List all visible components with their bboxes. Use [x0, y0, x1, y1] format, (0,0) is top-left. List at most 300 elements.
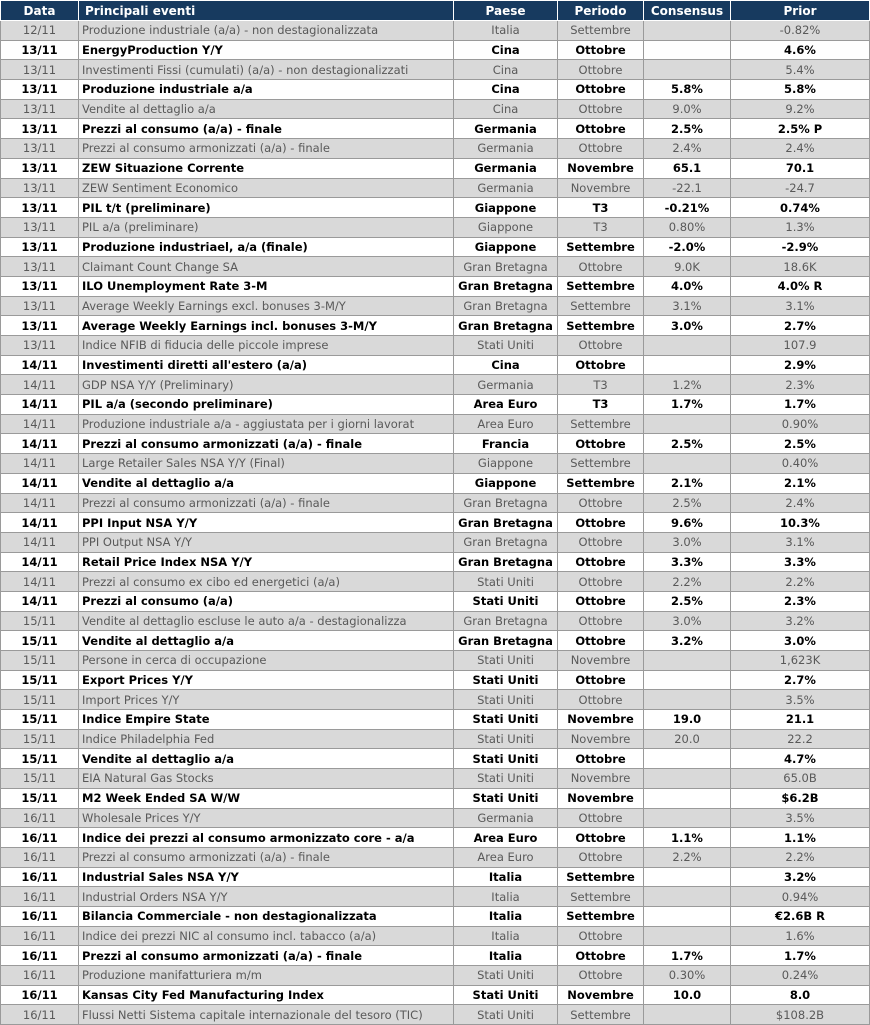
table-row: [1, 80, 870, 100]
cell-prior: -24.7: [731, 178, 870, 198]
table-row: [1, 828, 870, 848]
cell-consensus: [644, 651, 731, 671]
cell-consensus: 20.0: [644, 729, 731, 749]
cell-event: Industrial Orders NSA Y/Y: [79, 887, 454, 907]
cell-date: 14/11: [1, 414, 79, 434]
table-row: [1, 60, 870, 80]
cell-prior: 2.5% P: [731, 119, 870, 139]
table-row: [1, 99, 870, 119]
cell-prior: 3.3%: [731, 552, 870, 572]
cell-consensus: [644, 60, 731, 80]
cell-event: Vendite al dettaglio a/a: [79, 473, 454, 493]
cell-date: 12/11: [1, 21, 79, 41]
cell-event: Prezzi al consumo armonizzati (a/a) - finale: [79, 946, 454, 966]
cell-consensus: [644, 926, 731, 946]
table-row: [1, 887, 870, 907]
cell-date: 15/11: [1, 729, 79, 749]
cell-date: 16/11: [1, 1005, 79, 1025]
cell-date: 15/11: [1, 611, 79, 631]
cell-period: Novembre: [558, 178, 644, 198]
cell-date: 16/11: [1, 867, 79, 887]
cell-event: ZEW Situazione Corrente: [79, 158, 454, 178]
cell-period: Novembre: [558, 769, 644, 789]
cell-prior: 3.2%: [731, 611, 870, 631]
cell-country: Italia: [454, 887, 558, 907]
table-row: [1, 591, 870, 611]
cell-country: Gran Bretagna: [454, 532, 558, 552]
cell-date: 13/11: [1, 217, 79, 237]
cell-prior: $108.2B: [731, 1005, 870, 1025]
cell-date: 15/11: [1, 749, 79, 769]
cell-date: 15/11: [1, 788, 79, 808]
table-row: [1, 985, 870, 1005]
header-data: Data: [1, 1, 79, 21]
cell-event: Indice dei prezzi NIC al consumo incl. tabacco (a/a): [79, 926, 454, 946]
cell-country: Gran Bretagna: [454, 276, 558, 296]
table-row: [1, 119, 870, 139]
cell-country: Germania: [454, 808, 558, 828]
cell-consensus: [644, 1005, 731, 1025]
cell-consensus: [644, 414, 731, 434]
cell-event: Prezzi al consumo (a/a): [79, 591, 454, 611]
cell-period: Ottobre: [558, 139, 644, 159]
cell-consensus: [644, 40, 731, 60]
table-row: [1, 198, 870, 218]
cell-consensus: 1.7%: [644, 395, 731, 415]
cell-event: Vendite al dettaglio a/a: [79, 749, 454, 769]
cell-consensus: 2.5%: [644, 591, 731, 611]
cell-period: Ottobre: [558, 808, 644, 828]
cell-consensus: 1.7%: [644, 946, 731, 966]
cell-period: Ottobre: [558, 80, 644, 100]
cell-date: 16/11: [1, 808, 79, 828]
cell-period: Settembre: [558, 887, 644, 907]
cell-period: Settembre: [558, 473, 644, 493]
cell-country: Gran Bretagna: [454, 316, 558, 336]
cell-country: Stati Uniti: [454, 591, 558, 611]
cell-period: Ottobre: [558, 670, 644, 690]
cell-consensus: [644, 670, 731, 690]
table-row: [1, 178, 870, 198]
cell-country: Gran Bretagna: [454, 513, 558, 533]
cell-prior: 1.3%: [731, 217, 870, 237]
cell-consensus: 3.3%: [644, 552, 731, 572]
cell-period: Ottobre: [558, 99, 644, 119]
table-row: [1, 454, 870, 474]
cell-event: Prezzi al consumo armonizzati (a/a) - finale: [79, 493, 454, 513]
cell-prior: 0.74%: [731, 198, 870, 218]
cell-prior: 10.3%: [731, 513, 870, 533]
cell-consensus: [644, 21, 731, 41]
cell-prior: -2.9%: [731, 237, 870, 257]
cell-event: PPI Input NSA Y/Y: [79, 513, 454, 533]
cell-prior: 8.0: [731, 985, 870, 1005]
table-row: [1, 611, 870, 631]
cell-period: Ottobre: [558, 966, 644, 986]
cell-period: Ottobre: [558, 828, 644, 848]
cell-event: Prezzi al consumo armonizzati (a/a) - finale: [79, 847, 454, 867]
cell-period: Settembre: [558, 237, 644, 257]
cell-consensus: 3.0%: [644, 532, 731, 552]
cell-country: Stati Uniti: [454, 670, 558, 690]
cell-date: 13/11: [1, 139, 79, 159]
cell-event: Persone in cerca di occupazione: [79, 651, 454, 671]
cell-date: 13/11: [1, 296, 79, 316]
cell-event: Produzione industriale a/a - aggiustata per i giorni lavorat: [79, 414, 454, 434]
cell-consensus: 2.5%: [644, 434, 731, 454]
cell-event: Indice NFIB di fiducia delle piccole imprese: [79, 336, 454, 356]
cell-consensus: [644, 336, 731, 356]
cell-period: Settembre: [558, 414, 644, 434]
cell-date: 13/11: [1, 178, 79, 198]
cell-period: Ottobre: [558, 257, 644, 277]
cell-prior: 2.1%: [731, 473, 870, 493]
table-row: [1, 572, 870, 592]
cell-period: Settembre: [558, 21, 644, 41]
cell-date: 16/11: [1, 926, 79, 946]
cell-event: PIL a/a (secondo preliminare): [79, 395, 454, 415]
cell-date: 16/11: [1, 985, 79, 1005]
table-row: [1, 217, 870, 237]
cell-period: Novembre: [558, 710, 644, 730]
cell-date: 14/11: [1, 395, 79, 415]
cell-event: Export Prices Y/Y: [79, 670, 454, 690]
table-row: [1, 237, 870, 257]
cell-prior: 4.6%: [731, 40, 870, 60]
table-row: [1, 355, 870, 375]
cell-event: M2 Week Ended SA W/W: [79, 788, 454, 808]
table-row: [1, 493, 870, 513]
cell-country: Germania: [454, 178, 558, 198]
table-row: [1, 257, 870, 277]
cell-prior: 0.24%: [731, 966, 870, 986]
cell-country: Giappone: [454, 198, 558, 218]
table-row: [1, 808, 870, 828]
cell-country: Italia: [454, 867, 558, 887]
cell-prior: 5.4%: [731, 60, 870, 80]
cell-country: Gran Bretagna: [454, 611, 558, 631]
cell-period: Novembre: [558, 651, 644, 671]
table-row: [1, 631, 870, 651]
cell-country: Gran Bretagna: [454, 552, 558, 572]
cell-date: 13/11: [1, 198, 79, 218]
cell-consensus: [644, 749, 731, 769]
table-row: [1, 395, 870, 415]
cell-consensus: [644, 769, 731, 789]
table-row: [1, 906, 870, 926]
cell-date: 15/11: [1, 690, 79, 710]
cell-country: Stati Uniti: [454, 729, 558, 749]
cell-country: Stati Uniti: [454, 749, 558, 769]
cell-event: Produzione industriale a/a: [79, 80, 454, 100]
cell-prior: 0.40%: [731, 454, 870, 474]
cell-prior: 1.7%: [731, 395, 870, 415]
cell-period: Ottobre: [558, 355, 644, 375]
header-paese: Paese: [454, 1, 558, 21]
cell-event: Investimenti diretti all'estero (a/a): [79, 355, 454, 375]
cell-event: Vendite al dettaglio escluse le auto a/a - destagionalizza: [79, 611, 454, 631]
cell-period: Ottobre: [558, 946, 644, 966]
cell-consensus: 9.6%: [644, 513, 731, 533]
cell-period: Ottobre: [558, 493, 644, 513]
cell-prior: 3.2%: [731, 867, 870, 887]
cell-country: Cina: [454, 80, 558, 100]
cell-consensus: -0.21%: [644, 198, 731, 218]
cell-period: Ottobre: [558, 611, 644, 631]
cell-prior: 1.1%: [731, 828, 870, 848]
table-row: [1, 1005, 870, 1025]
cell-date: 15/11: [1, 631, 79, 651]
cell-prior: 3.1%: [731, 296, 870, 316]
cell-event: Industrial Sales NSA Y/Y: [79, 867, 454, 887]
cell-period: Settembre: [558, 296, 644, 316]
cell-date: 14/11: [1, 454, 79, 474]
cell-period: Ottobre: [558, 847, 644, 867]
cell-consensus: [644, 887, 731, 907]
cell-prior: 2.9%: [731, 355, 870, 375]
table-row: [1, 847, 870, 867]
cell-consensus: 19.0: [644, 710, 731, 730]
cell-consensus: 9.0%: [644, 99, 731, 119]
cell-date: 15/11: [1, 710, 79, 730]
cell-event: PPI Output NSA Y/Y: [79, 532, 454, 552]
cell-prior: 107.9: [731, 336, 870, 356]
cell-country: Italia: [454, 21, 558, 41]
cell-country: Stati Uniti: [454, 788, 558, 808]
cell-period: Ottobre: [558, 690, 644, 710]
cell-event: GDP NSA Y/Y (Preliminary): [79, 375, 454, 395]
cell-consensus: 0.30%: [644, 966, 731, 986]
cell-date: 13/11: [1, 276, 79, 296]
cell-period: Novembre: [558, 158, 644, 178]
cell-event: Large Retailer Sales NSA Y/Y (Final): [79, 454, 454, 474]
table-row: [1, 788, 870, 808]
cell-period: Ottobre: [558, 749, 644, 769]
cell-event: Indice Empire State: [79, 710, 454, 730]
cell-country: Stati Uniti: [454, 651, 558, 671]
cell-prior: 1.6%: [731, 926, 870, 946]
table-row: [1, 946, 870, 966]
cell-country: Giappone: [454, 473, 558, 493]
cell-period: Settembre: [558, 1005, 644, 1025]
cell-prior: 2.2%: [731, 572, 870, 592]
cell-consensus: 2.5%: [644, 493, 731, 513]
cell-country: Stati Uniti: [454, 710, 558, 730]
cell-consensus: [644, 788, 731, 808]
cell-prior: 18.6K: [731, 257, 870, 277]
cell-consensus: 9.0K: [644, 257, 731, 277]
cell-event: Retail Price Index NSA Y/Y: [79, 552, 454, 572]
cell-date: 13/11: [1, 316, 79, 336]
cell-prior: 21.1: [731, 710, 870, 730]
cell-prior: 2.4%: [731, 493, 870, 513]
table-row: [1, 375, 870, 395]
cell-period: Settembre: [558, 867, 644, 887]
cell-prior: 9.2%: [731, 99, 870, 119]
cell-country: Area Euro: [454, 395, 558, 415]
cell-prior: 3.0%: [731, 631, 870, 651]
cell-consensus: 3.0%: [644, 316, 731, 336]
cell-event: Prezzi al consumo armonizzati (a/a) - finale: [79, 434, 454, 454]
cell-event: Import Prices Y/Y: [79, 690, 454, 710]
table-row: [1, 867, 870, 887]
cell-prior: 70.1: [731, 158, 870, 178]
cell-date: 14/11: [1, 591, 79, 611]
cell-period: Settembre: [558, 276, 644, 296]
cell-country: Cina: [454, 60, 558, 80]
cell-date: 14/11: [1, 355, 79, 375]
cell-event: ILO Unemployment Rate 3-M: [79, 276, 454, 296]
cell-country: Germania: [454, 119, 558, 139]
cell-country: Germania: [454, 139, 558, 159]
table-row: [1, 651, 870, 671]
cell-event: Indice dei prezzi al consumo armonizzato core - a/a: [79, 828, 454, 848]
cell-date: 15/11: [1, 670, 79, 690]
cell-period: T3: [558, 198, 644, 218]
cell-prior: 1,623K: [731, 651, 870, 671]
header-eventi: Principali eventi: [79, 1, 454, 21]
cell-date: 14/11: [1, 434, 79, 454]
header-consensus: Consensus: [644, 1, 731, 21]
cell-prior: 5.8%: [731, 80, 870, 100]
cell-country: Area Euro: [454, 828, 558, 848]
cell-date: 14/11: [1, 552, 79, 572]
cell-consensus: -22.1: [644, 178, 731, 198]
cell-consensus: 0.80%: [644, 217, 731, 237]
cell-prior: 3.1%: [731, 532, 870, 552]
table-row: [1, 473, 870, 493]
cell-period: Settembre: [558, 906, 644, 926]
table-row: [1, 513, 870, 533]
cell-event: PIL a/a (preliminare): [79, 217, 454, 237]
cell-event: Claimant Count Change SA: [79, 257, 454, 277]
cell-country: Gran Bretagna: [454, 257, 558, 277]
cell-prior: 22.2: [731, 729, 870, 749]
cell-event: Wholesale Prices Y/Y: [79, 808, 454, 828]
cell-event: Prezzi al consumo (a/a) - finale: [79, 119, 454, 139]
cell-country: Giappone: [454, 454, 558, 474]
cell-prior: 3.5%: [731, 808, 870, 828]
cell-period: T3: [558, 395, 644, 415]
cell-date: 16/11: [1, 946, 79, 966]
cell-consensus: 4.0%: [644, 276, 731, 296]
cell-prior: €2.6B R: [731, 906, 870, 926]
cell-date: 14/11: [1, 375, 79, 395]
cell-country: Gran Bretagna: [454, 631, 558, 651]
cell-country: Italia: [454, 906, 558, 926]
cell-date: 13/11: [1, 158, 79, 178]
cell-prior: $6.2B: [731, 788, 870, 808]
cell-date: 14/11: [1, 493, 79, 513]
cell-country: Giappone: [454, 217, 558, 237]
cell-period: T3: [558, 375, 644, 395]
table-row: [1, 710, 870, 730]
cell-period: Ottobre: [558, 119, 644, 139]
cell-prior: 4.0% R: [731, 276, 870, 296]
cell-country: Cina: [454, 40, 558, 60]
cell-consensus: [644, 454, 731, 474]
cell-period: Settembre: [558, 316, 644, 336]
cell-date: 13/11: [1, 80, 79, 100]
cell-event: Flussi Netti Sistema capitale internazionale del tesoro (TIC): [79, 1005, 454, 1025]
cell-period: Ottobre: [558, 552, 644, 572]
cell-event: PIL t/t (preliminare): [79, 198, 454, 218]
table-row: [1, 336, 870, 356]
cell-period: Novembre: [558, 985, 644, 1005]
cell-country: Germania: [454, 158, 558, 178]
table-header-row: [1, 1, 870, 21]
cell-date: 16/11: [1, 906, 79, 926]
cell-period: Ottobre: [558, 572, 644, 592]
cell-date: 14/11: [1, 473, 79, 493]
cell-country: Gran Bretagna: [454, 296, 558, 316]
cell-date: 14/11: [1, 532, 79, 552]
cell-consensus: 5.8%: [644, 80, 731, 100]
cell-period: Ottobre: [558, 40, 644, 60]
table-row: [1, 414, 870, 434]
cell-prior: 0.90%: [731, 414, 870, 434]
cell-prior: 1.7%: [731, 946, 870, 966]
cell-event: EIA Natural Gas Stocks: [79, 769, 454, 789]
cell-date: 16/11: [1, 966, 79, 986]
cell-country: Area Euro: [454, 847, 558, 867]
cell-country: Area Euro: [454, 414, 558, 434]
cell-consensus: [644, 808, 731, 828]
table-row: [1, 926, 870, 946]
cell-period: Ottobre: [558, 434, 644, 454]
cell-period: Ottobre: [558, 926, 644, 946]
cell-consensus: -2.0%: [644, 237, 731, 257]
cell-period: Novembre: [558, 729, 644, 749]
cell-prior: 2.4%: [731, 139, 870, 159]
cell-date: 13/11: [1, 119, 79, 139]
cell-consensus: 3.1%: [644, 296, 731, 316]
cell-country: Italia: [454, 926, 558, 946]
cell-event: Average Weekly Earnings excl. bonuses 3-M/Y: [79, 296, 454, 316]
cell-consensus: [644, 867, 731, 887]
cell-date: 15/11: [1, 769, 79, 789]
cell-date: 15/11: [1, 651, 79, 671]
cell-consensus: 2.1%: [644, 473, 731, 493]
cell-date: 13/11: [1, 336, 79, 356]
cell-event: Vendite al dettaglio a/a: [79, 631, 454, 651]
cell-prior: 65.0B: [731, 769, 870, 789]
cell-country: Cina: [454, 355, 558, 375]
cell-date: 13/11: [1, 257, 79, 277]
cell-prior: 2.2%: [731, 847, 870, 867]
cell-country: Stati Uniti: [454, 769, 558, 789]
table-row: [1, 158, 870, 178]
cell-prior: 2.3%: [731, 591, 870, 611]
cell-country: Stati Uniti: [454, 985, 558, 1005]
cell-event: Investimenti Fissi (cumulati) (a/a) - non destagionalizzati: [79, 60, 454, 80]
cell-prior: 2.5%: [731, 434, 870, 454]
table-row: [1, 966, 870, 986]
cell-consensus: 2.2%: [644, 847, 731, 867]
table-row: [1, 552, 870, 572]
header-periodo: Periodo: [558, 1, 644, 21]
table-row: [1, 316, 870, 336]
cell-consensus: 65.1: [644, 158, 731, 178]
cell-consensus: 10.0: [644, 985, 731, 1005]
table-row: [1, 690, 870, 710]
cell-consensus: 1.1%: [644, 828, 731, 848]
table-row: [1, 21, 870, 41]
cell-period: Ottobre: [558, 336, 644, 356]
cell-country: Giappone: [454, 237, 558, 257]
header-prior: Prior: [731, 1, 870, 21]
cell-country: Stati Uniti: [454, 690, 558, 710]
